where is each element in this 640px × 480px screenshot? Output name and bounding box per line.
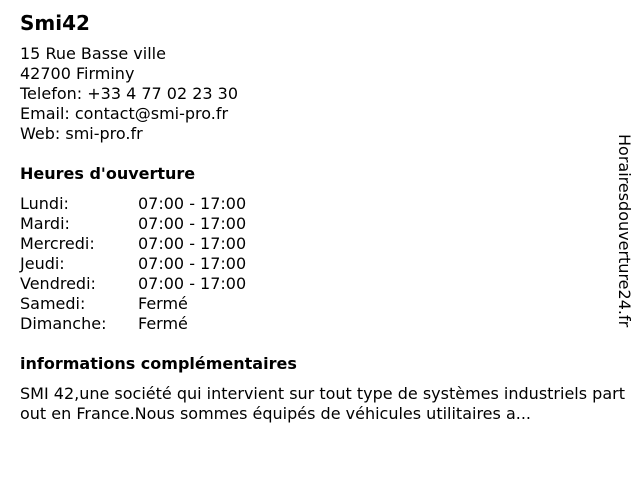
business-description: SMI 42,une société qui intervient sur tout type de systèmes industriels partout en France.Nous sommes équipés de véhicules utilitaires a... — [20, 384, 625, 423]
address-block — [20, 44, 238, 144]
hours-day: Jeudi: — [20, 254, 65, 273]
hours-row-monday — [20, 194, 246, 214]
email-address: Email: contact@smi-pro.fr — [20, 104, 229, 123]
city-postal: 42700 Firminy — [20, 64, 135, 83]
opening-hours-heading: Heures d'ouverture — [20, 164, 196, 183]
hours-time: 07:00 - 17:00 — [138, 254, 247, 273]
phone-number: Telefon: +33 4 77 02 23 30 — [20, 84, 239, 103]
hours-day: Dimanche: — [20, 314, 107, 333]
business-name: Smi42 — [20, 11, 90, 35]
site-watermark: Horairesdouverture24.fr — [615, 134, 634, 328]
hours-day: Samedi: — [20, 294, 86, 313]
hours-day: Mardi: — [20, 214, 70, 233]
hours-time: 07:00 - 17:00 — [138, 214, 247, 233]
hours-day: Mercredi: — [20, 234, 95, 253]
hours-day: Lundi: — [20, 194, 69, 213]
hours-row-tuesday — [20, 214, 246, 234]
street-address: 15 Rue Basse ville — [20, 44, 166, 63]
hours-time: 07:00 - 17:00 — [138, 274, 247, 293]
website-address: Web: smi-pro.fr — [20, 124, 143, 143]
hours-time: 07:00 - 17:00 — [138, 194, 247, 213]
hours-row-friday — [20, 274, 246, 294]
hours-day: Vendredi: — [20, 274, 96, 293]
opening-hours-table — [20, 194, 246, 334]
additional-info-heading: informations complémentaires — [20, 354, 297, 373]
hours-row-wednesday — [20, 234, 246, 254]
hours-row-sunday — [20, 314, 246, 334]
hours-row-saturday — [20, 294, 246, 314]
hours-time: Fermé — [138, 314, 188, 333]
hours-time: 07:00 - 17:00 — [138, 234, 247, 253]
hours-row-thursday — [20, 254, 246, 274]
hours-time: Fermé — [138, 294, 188, 313]
